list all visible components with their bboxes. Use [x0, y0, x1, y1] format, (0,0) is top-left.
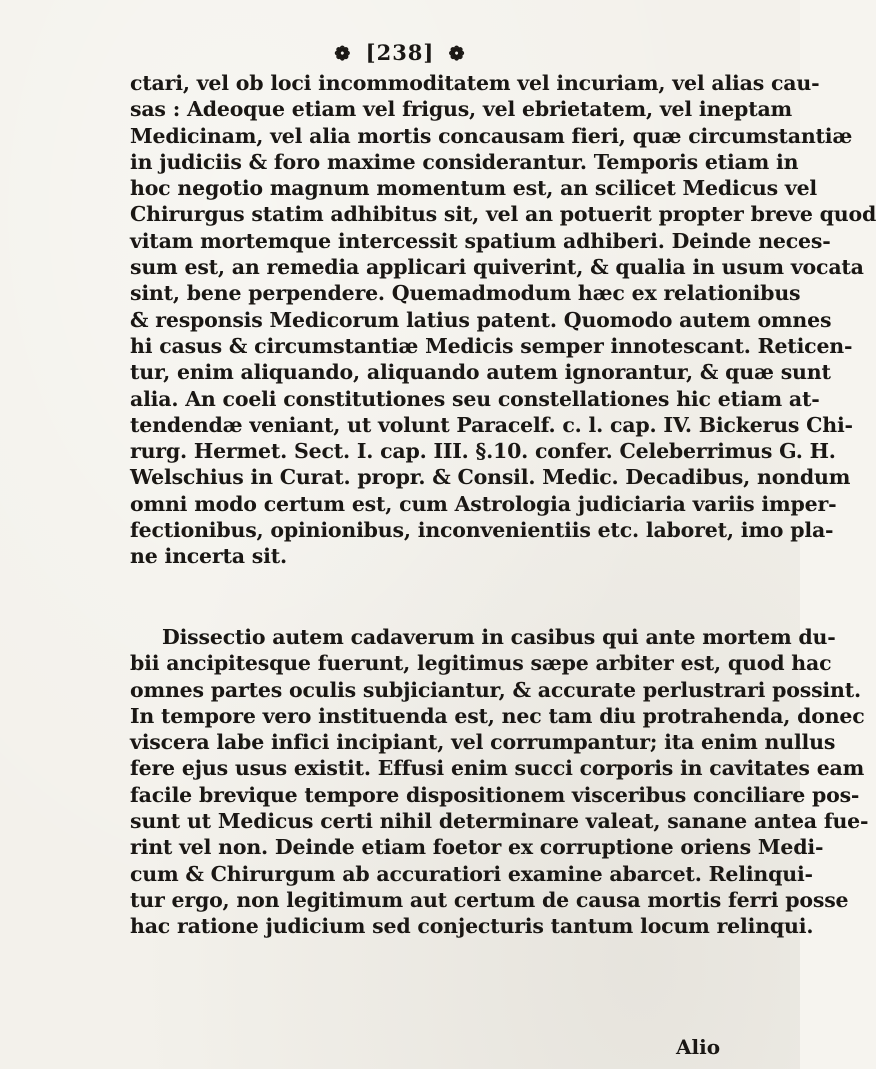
text-line: facile brevique tempore dispositionem visceribus conciliare pos-	[130, 782, 860, 807]
text-line: hac ratione judicium sed conjecturis tantum locum relinqui.	[130, 914, 814, 939]
text-line: cum & Chirurgum ab accuratiori examine abarcet. Relinqui-	[130, 861, 813, 886]
ornament-right-icon: ❁	[448, 43, 466, 65]
text-line: Chirurgus statim adhibitus sit, vel an potuerit propter breve quod	[130, 202, 876, 227]
text-line: Medicinam, vel alia mortis concausam fieri, quæ circumstantiæ	[130, 123, 853, 148]
text-line: tendendæ veniant, ut volunt Paracelf. c. l. cap. IV. Bickerus Chi-	[130, 412, 853, 437]
text-line: sunt ut Medicus certi nihil determinare valeat, sanane antea fue-	[130, 809, 869, 834]
text-line: tur ergo, non legitimum aut certum de causa mortis ferri posse	[130, 887, 849, 912]
paragraph-2	[130, 624, 869, 940]
page-header	[0, 40, 800, 65]
text-line: hoc negotio magnum momentum est, an scilicet Medicus vel	[130, 176, 818, 201]
catchword: Alio	[676, 1035, 721, 1059]
text-line: omnes partes oculis subjiciantur, & accurate perlustrari possint.	[130, 677, 861, 702]
text-line: sum est, an remedia applicari quiverint, & qualia in usum vocata	[130, 255, 864, 280]
text-line: sint, bene perpendere. Quemadmodum hæc ex relationibus	[130, 281, 801, 306]
text-line: sas : Adeoque etiam vel frigus, vel ebrietatem, vel ineptam	[130, 97, 793, 122]
text-line: In tempore vero instituenda est, nec tam diu protrahenda, donec	[130, 703, 865, 728]
text-line: fere ejus usus existit. Effusi enim succi corporis in cavitates eam	[130, 756, 865, 781]
ornament-left-icon: ❁	[334, 43, 352, 65]
text-line: in judiciis & foro maxime considerantur. Temporis etiam in	[130, 149, 799, 174]
text-line: omni modo certum est, cum Astrologia judiciaria variis imper-	[130, 491, 837, 516]
text-line: rurg. Hermet. Sect. I. cap. III. §.10. confer. Celeberrimus G. H.	[130, 439, 836, 464]
paragraph-1	[130, 70, 876, 570]
text-line: viscera labe infici incipiant, vel corrumpantur; ita enim nullus	[130, 730, 836, 755]
text-line: Welschius in Curat. propr. & Consil. Medic. Decadibus, nondum	[130, 465, 851, 490]
text-line: ctari, vel ob loci incommoditatem vel incuriam, vel alias cau-	[130, 71, 820, 95]
text-line: rint vel non. Deinde etiam foetor ex corruptione oriens Medi-	[130, 835, 824, 860]
text-line: tur, enim aliquando, aliquando autem ignorantur, & quæ sunt	[130, 360, 831, 385]
text-line: vitam mortemque intercessit spatium adhiberi. Deinde neces-	[130, 228, 831, 253]
text-line: Dissectio autem cadaverum in casibus qui ante mortem du-	[162, 625, 836, 649]
text-line: bii ancipitesque fuerunt, legitimus sæpe arbiter est, quod hac	[130, 651, 832, 676]
text-line: alia. An coeli constitutiones seu constellationes hic etiam at-	[130, 386, 820, 411]
text-line: ne incerta sit.	[130, 544, 287, 569]
text-line: hi casus & circumstantiæ Medicis semper innotescant. Reticen-	[130, 333, 853, 358]
page-number: [238]	[365, 40, 435, 65]
text-line: fectionibus, opinionibus, inconvenientiis etc. laboret, imo pla-	[130, 518, 834, 543]
text-line: & responsis Medicorum latius patent. Quomodo autem omnes	[130, 307, 832, 332]
